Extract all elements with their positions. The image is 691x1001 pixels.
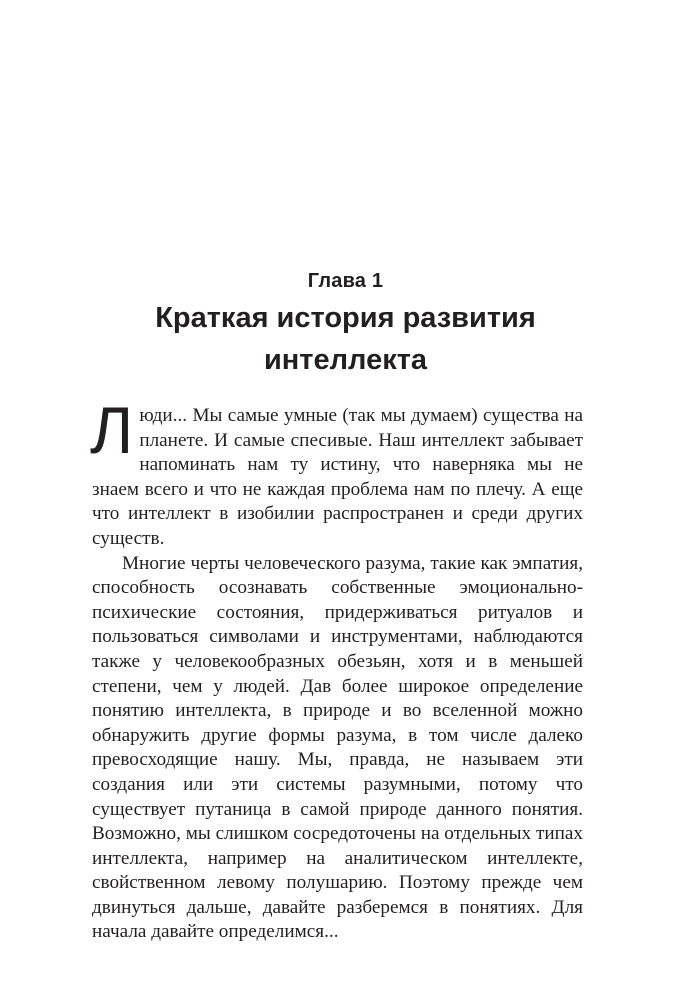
chapter-label: Глава 1 bbox=[307, 270, 384, 292]
paragraph-1 bbox=[90, 393, 583, 552]
paragraph-2: Многие черты человеческого разума, такие как эмпатия, способность осознавать собственные эмоционально-психические состояния, придерживаться ритуалов и пользоваться символами и инструментами, наблюдаются также у человекообразных обезьян, хотя и в меньшей степени, чем у людей. Дав более широкое определение понятию интеллекта, в природе и во вселенной можно обнаружить другие формы разума, в том числе далеко превосходящие нашу. Мы, правда, не называем эти создания или эти системы разумными, потому что существует путаница в самой природе данного понятия. Возможно, мы слишком сосредоточены на отдельных типах интеллекта, например на аналитическом интеллекте, свойственном левому полушарию. Поэтому прежде чем двинуться дальше, давайте разберемся в понятиях. Для начала давайте определимся... bbox=[92, 552, 583, 943]
drop-cap: Л bbox=[90, 393, 134, 467]
chapter-title-line-2: интеллекта bbox=[263, 344, 428, 376]
chapter-title bbox=[60, 297, 631, 381]
chapter-body bbox=[90, 393, 583, 945]
chapter-title-line-1: Краткая история развития bbox=[155, 302, 536, 334]
paragraph-1-text: юди... Мы самые умные (так мы думаем) существа на планете. И самые спесивые. Наш интеллект забывает напоминать нам ту истину, что наверняка мы не знаем всего и что не каждая проблема нам по плечу. А еще что интеллект в изобилии распространен и среди других существ. bbox=[92, 405, 583, 549]
